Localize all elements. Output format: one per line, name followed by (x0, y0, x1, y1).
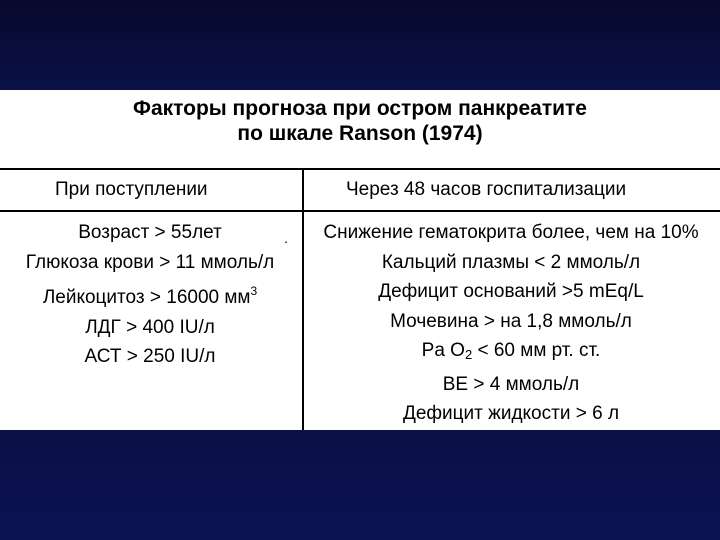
criterion-calcium: Кальций плазмы < 2 ммоль/л (381, 251, 641, 273)
table-column-divider (302, 168, 304, 430)
criterion-be: BE > 4 ммоль/л (442, 373, 580, 395)
leukocytosis-text: Лейкоцитоз > 16000 мм (42, 287, 251, 308)
pao2-prefix: Pa O (421, 340, 465, 361)
admission-criteria-list (0, 218, 300, 372)
leukocytosis-superscript: 3 (250, 284, 258, 298)
slide-bottom-background (0, 430, 720, 540)
pao2-suffix: < 60 мм рт. ст. (472, 340, 601, 361)
criterion-fluid-deficit: Дефицит жидкости > 6 л (402, 403, 620, 424)
criterion-ast: АСТ > 250 IU/л (84, 346, 216, 367)
right-column-header: Через 48 часов госпитализации (346, 179, 627, 200)
criterion-base-deficit: Дефицит оснований >5 mEq/L (378, 281, 644, 302)
criterion-glucose: Глюкоза крови > 11 ммоль/л (25, 251, 275, 273)
criterion-urea: Мочевина > на 1,8 ммоль/л (390, 310, 632, 332)
title-line-1: Факторы прогноза при остром панкреатите (133, 97, 587, 120)
table-top-rule (0, 168, 720, 170)
criterion-leukocytosis (0, 277, 300, 313)
criterion-pao2 (306, 336, 716, 370)
title-line-2: по шкале Ranson (1974) (237, 122, 483, 145)
stray-dot: . (284, 230, 288, 246)
criterion-hematocrit: Снижение гематокрита более, чем на 10% (323, 222, 699, 243)
after-48h-criteria-list (306, 218, 716, 429)
slide-content-panel (0, 90, 720, 430)
left-column-header: При поступлении (55, 179, 208, 200)
criterion-ldh: ЛДГ > 400 IU/л (85, 316, 215, 338)
pao2-subscript: 2 (464, 347, 473, 362)
table-header-rule (0, 210, 720, 212)
criterion-age: Возраст > 55лет (78, 222, 222, 243)
slide-title (0, 96, 720, 146)
slide-top-background (0, 0, 720, 90)
